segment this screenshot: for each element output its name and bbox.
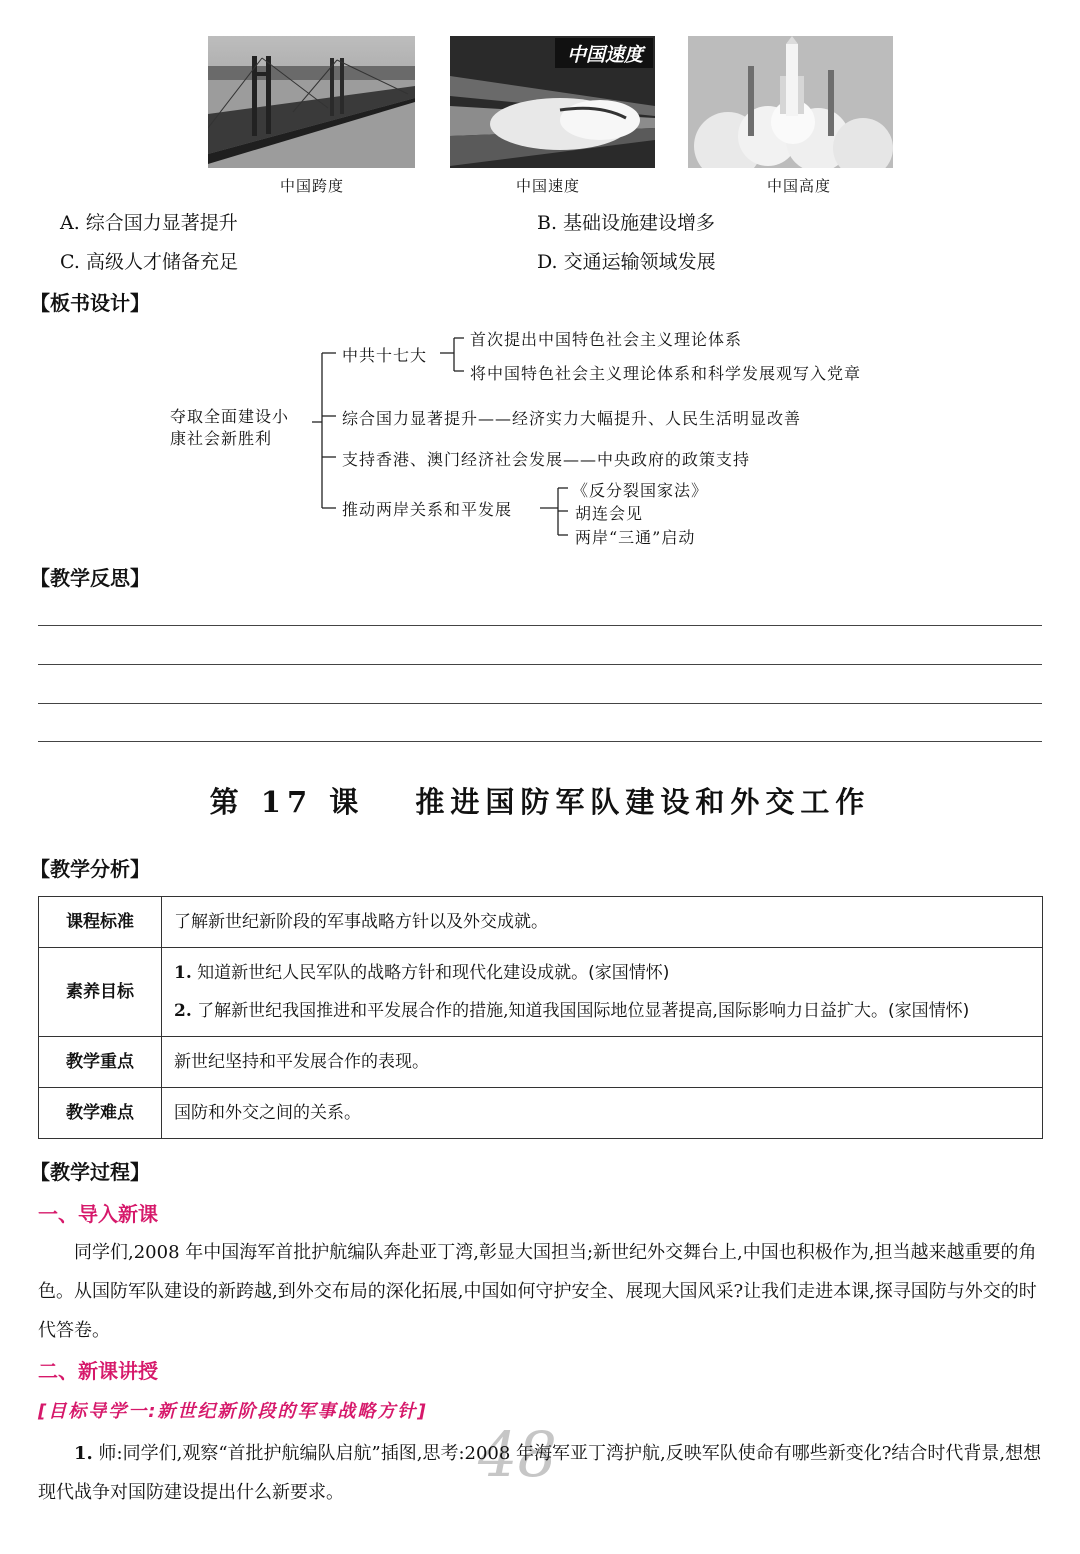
mindmap-leaf-charter: 将中国特色社会主义理论体系和科学发展观写入党章 [470,364,862,383]
reflection-heading: 【教学反思】 [30,566,150,590]
mindmap-branch-crossstrait: 推动两岸关系和平发展 [342,500,513,519]
mindmap-root-line2: 康社会新胜利 [170,429,273,448]
table-row [39,1088,1043,1139]
mindmap-leaf-theory: 首次提出中国特色社会主义理论体系 [470,330,743,349]
goal-2-text: 了解新世纪我国推进和平发展合作的措施,知道我国国际地位显著提高,国际影响力日益扩大。 [197,1001,888,1021]
new-lesson-heading: 二、新课讲授 [38,1359,158,1383]
goal-2-tag: (家国情怀) [887,1001,970,1021]
page-number-watermark: 48 [478,1418,557,1491]
goal-1-number: 1. [174,963,192,983]
option-d[interactable]: D. 交通运输领域发展 [537,251,716,273]
goal-item-1 [174,954,1030,992]
mindmap-branch-strength: 综合国力显著提升——经济实力大幅提升、人民生活明显改善 [342,409,802,428]
figure-caption-train: 中国速度 [515,177,580,195]
question-1-number: 1. [74,1443,93,1464]
key-text: 新世纪坚持和平发展合作的表现。 [162,1037,1043,1088]
intro-paragraph: 同学们,2008 年中国海军首批护航编队奔赴亚丁湾,彰显大国担当;新世纪外交舞台上,中国也积极作为,担当越来越重要的角色。从国防军队建设的新跨越,到外交布局的深化拓展,中国如何守护安全、展现大国风采?让我们走进本课,探寻国防与外交的时代答卷。 [38,1242,1037,1341]
intro-heading: 一、导入新课 [38,1202,158,1226]
option-c[interactable]: C. 高级人才储备充足 [60,251,238,273]
question-1 [38,1434,1043,1512]
goal-cell [162,948,1043,1037]
process-heading: 【教学过程】 [30,1160,150,1184]
mindmap-branch-hkmacau: 支持香港、澳门经济社会发展——中央政府的政策支持 [342,450,751,469]
difficulty-label: 教学难点 [39,1088,162,1139]
reflection-line-1[interactable] [38,625,1042,626]
table-row [39,1037,1043,1088]
reflection-line-4[interactable] [38,741,1042,742]
key-label: 教学重点 [39,1037,162,1088]
figure-caption-bridge: 中国跨度 [279,177,344,195]
mindmap-connectors [0,0,1080,560]
goal-2-number: 2. [174,1001,192,1021]
option-b[interactable]: B. 基础设施建设增多 [537,212,716,234]
goal-1-text: 知道新世纪人民军队的战略方针和现代化建设成就。 [197,963,589,983]
standard-label: 课程标准 [39,897,162,948]
difficulty-text: 国防和外交之间的关系。 [162,1088,1043,1139]
mindmap-root-line1: 夺取全面建设小 [170,407,290,426]
mindmap-root [170,406,289,450]
reflection-line-2[interactable] [38,664,1042,665]
mindmap-leaf-meeting: 胡连会见 [575,504,644,523]
goal-1-tag: (家国情怀) [588,963,670,983]
train-overlay-title: 中国速度 [566,44,643,66]
analysis-heading: 【教学分析】 [30,857,150,881]
board-heading: 【板书设计】 [30,291,150,315]
mindmap-leaf-threelinks: 两岸“三通”启动 [575,528,696,547]
goal-guide-banner: [目标导学一:新世纪新阶段的军事战略方针] [38,1401,428,1422]
analysis-table [38,896,1043,1139]
option-a[interactable]: A. 综合国力显著提升 [60,212,238,234]
goal-label: 素养目标 [39,948,162,1037]
table-row [39,948,1043,1037]
lesson-title: 第 17 课 推进国防军队建设和外交工作 [209,785,871,819]
mindmap-leaf-antisecession: 《反分裂国家法》 [572,481,709,500]
reflection-line-3[interactable] [38,703,1042,704]
standard-text: 了解新世纪新阶段的军事战略方针以及外交成就。 [162,897,1043,948]
mindmap-branch-congress: 中共十七大 [342,346,428,365]
goal-item-2 [174,992,1030,1030]
table-row [39,897,1043,948]
question-1-text: 师:同学们,观察“首批护航编队启航”插图,思考:2008 年海军亚丁湾护航,反映军队使命有哪些新变化?结合时代背景,想想现代战争对国防建设提出什么新要求。 [38,1443,1042,1503]
figure-caption-rocket: 中国高度 [766,177,831,195]
